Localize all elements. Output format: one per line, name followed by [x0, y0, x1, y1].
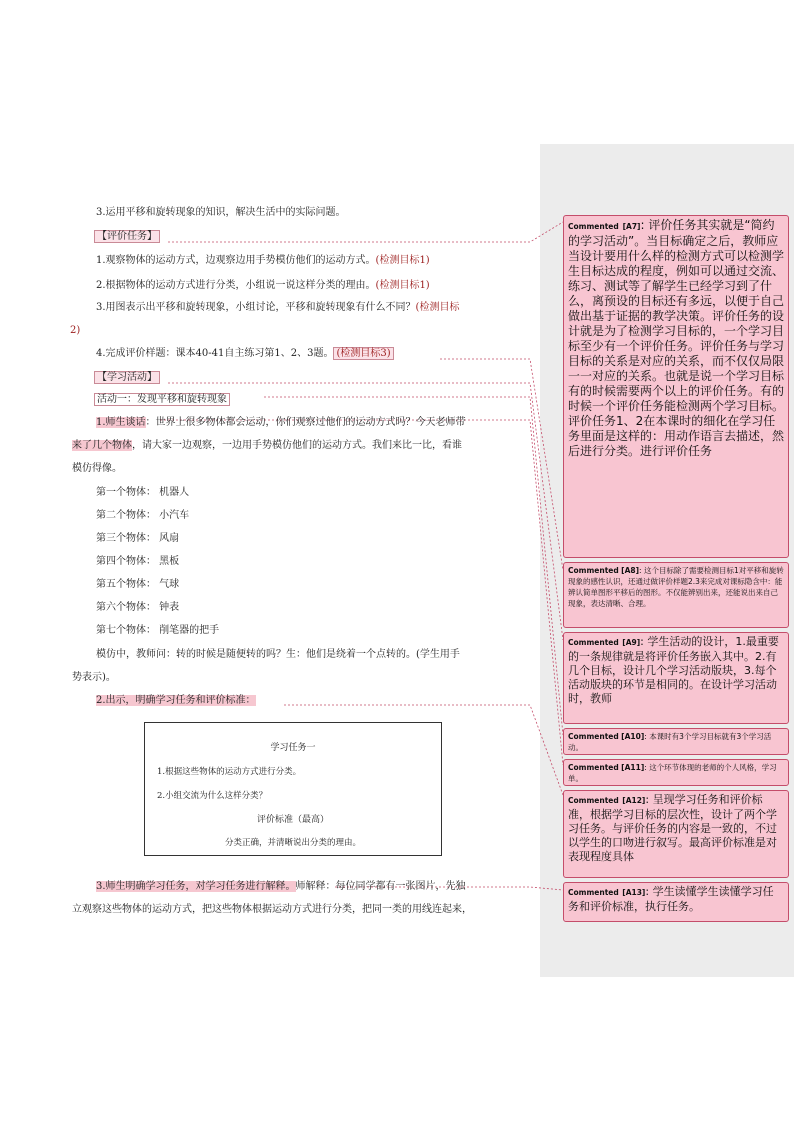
comment-a8[interactable]: Commented [A8]: 这个目标除了需要检测目标1对平移和旋转现象的感性认识，还通过做评价样题2.3来完成对课标隐含中：能辨认简单图形平移后的图形。不仅能辨别出来，还能说出来自己现象，表达清晰、合理。	[563, 562, 789, 628]
object-item-7: 第七个物体： 削笔器的把手	[96, 625, 220, 636]
task-box-criteria-title: 评价标准（最高）	[256, 815, 329, 825]
task-box-title: 学习任务一	[270, 743, 316, 753]
objective-3: 3.运用平移和旋转现象的知识，解决生活中的实际问题。	[96, 207, 346, 218]
comment-a9[interactable]: Commented [A9]: 学生活动的设计，1.最重要的一条规律就是将评价任务嵌入其中。2.有几个目标，设计几个学习活动版块，3.每个活动版块的环节是相同的。在设计学习活动时，教师	[563, 632, 789, 724]
activity-1-heading: 活动一：发现平移和旋转现象	[94, 393, 230, 406]
comment-a9-text: 学生活动的设计，1.最重要的一条规律就是将评价任务嵌入其中。2.有几个目标，设计几个学习活动版块，3.每个活动版块的环节是相同的。在设计学习活动时，教师	[568, 635, 779, 705]
learning-task-box	[144, 722, 442, 856]
object-item-2: 第二个物体： 小汽车	[96, 510, 190, 521]
eval-task-3-cont: 2)	[70, 325, 81, 336]
para-1-line-3: 模仿得像。	[72, 463, 122, 474]
object-item-6: 第六个物体： 钟表	[96, 602, 180, 613]
comment-a7[interactable]: Commented [A7]: 评价任务其实就是“简约的学习活动”。当目标确定之后，教师应当设计要用什么样的检测方式可以检测学生目标达成的程度，例如可以通过交流、练习、测试等了解学生已经学习到了什么，离预设的目标还有多远，以便于自己做出基于证据的教学决策。评价任务的设计就是为了检测学习目标的，一个学习目标至少有一个评价任务。评价任务与学习目标的关系是对应的关系，而不仅仅局限一一对应的关系。也就是说一个学习目标有的时候需要两个以上的评价任务。有的时候一个评价任务能检测两个学习目标。评价任务1、2在本课时的细化在学习任务里面是这样的：用动作语言去描述，然后进行分类。进行评价任务	[563, 215, 789, 558]
comment-a8-text: 这个目标除了需要检测目标1对平移和旋转现象的感性认识，还通过做评价样题2.3来完成对课标隐含中：能辨认简单图形平移后的图形。不仅能辨别出来，还能说出来自己现象，表达清晰、合理。	[568, 566, 784, 608]
task-box-criteria: 分类正确，并清晰说出分类的理由。	[224, 838, 361, 848]
section-eval-heading: 【评价任务】	[94, 230, 160, 243]
step-2: 2.出示，明确学习任务和评价标准：	[96, 695, 256, 706]
para-1-line-2: 来了几个物体，请大家一边观察，一边用手势模仿他们的运动方式。我们来比一比，看谁	[72, 440, 462, 451]
para-2-line-1: 模仿中，教师问：转的时候是随便转的吗？生：他们是绕着一个点转的。(学生用手	[96, 649, 460, 660]
comment-a7-text: 评价任务其实就是“简约的学习活动”。当目标确定之后，教师应当设计要用什么样的检测方式可以检测学生目标达成的程度，例如可以通过交流、练习、测试等了解学生已经学习到了什么，离预设的目标还有多远，以便于自己做出基于证据的教学决策。评价任务的设计就是为了检测学习目标的，一个学习目标至少有一个评价任务。评价任务与学习目标的关系是对应的关系，而不仅仅局限一一对应的关系。也就是说一个学习目标有的时候需要两个以上的评价任务。有的时候一个评价任务能检测两个学习目标。评价任务1、2在本课时的细化在学习任务里面是这样的：用动作语言去描述，然后进行分类。进行评价任务	[568, 218, 785, 458]
eval-task-2: 2.根据物体的运动方式进行分类，小组说一说这样分类的理由。(检测目标1)	[96, 280, 430, 291]
object-item-1: 第一个物体： 机器人	[96, 487, 190, 498]
comment-a13-text: 学生读懂学生读懂学习任务和评价标准，执行任务。	[568, 885, 774, 913]
comment-a12[interactable]: Commented [A12]: 呈现学习任务和评价标准，根据学习目标的层次性，设计了两个学习任务。与评价任务的内容是一致的，不过以学生的口吻进行叙写。最高评价标准是对表现程度具体	[563, 790, 789, 878]
comment-a11-text: 这个环节体现的老师的个人风格，学习单。	[568, 763, 777, 783]
task-box-item-2: 2.小组交流为什么这样分类？	[157, 791, 268, 801]
object-item-5: 第五个物体： 气球	[96, 579, 180, 590]
comment-a10-text: 本课时有3个学习目标就有3个学习活动。	[568, 732, 772, 752]
step-3-line-2: 立观察这些物体的运动方式，把这些物体根据运动方式进行分类，把同一类的用线连起来，	[72, 904, 472, 915]
comment-a12-text: 呈现学习任务和评价标准，根据学习目标的层次性，设计了两个学习任务。与评价任务的内容是一致的，不过以学生的口吻进行叙写。最高评价标准是对表现程度具体	[568, 793, 777, 863]
para-2-line-2: 势表示)。	[72, 672, 116, 683]
eval-task-3: 3.用图表示出平移和旋转现象，小组讨论，平移和旋转现象有什么不同？(检测目标	[96, 302, 460, 313]
section-activity-heading: 【学习活动】	[94, 371, 160, 384]
object-item-4: 第四个物体： 黑板	[96, 556, 180, 567]
eval-task-4: 4.完成评价样题：课本40-41自主练习第1、2、3题。 (检测目标3)	[96, 347, 394, 360]
comment-a13[interactable]: Commented [A13]: 学生读懂学生读懂学习任务和评价标准，执行任务。	[563, 882, 789, 922]
object-item-3: 第三个物体： 风扇	[96, 533, 180, 544]
task-box-item-1: 1.根据这些物体的运动方式进行分类。	[157, 767, 302, 777]
comment-a11[interactable]: Commented [A11]: 这个环节体现的老师的个人风格，学习单。	[563, 759, 789, 786]
step-3-line-1: 3.师生明确学习任务，对学习任务进行解释。师解释：每位同学都有一张图片，先独	[96, 881, 466, 892]
eval-task-1: 1.观察物体的运动方式，边观察边用手势模仿他们的运动方式。(检测目标1)	[96, 255, 430, 266]
comment-a10[interactable]: Commented [A10]: 本课时有3个学习目标就有3个学习活动。	[563, 728, 789, 755]
para-1-line-1: 1.师生谈话：世界上很多物体都会运动，你们观察过他们的运动方式吗？今天老师带	[96, 417, 466, 428]
